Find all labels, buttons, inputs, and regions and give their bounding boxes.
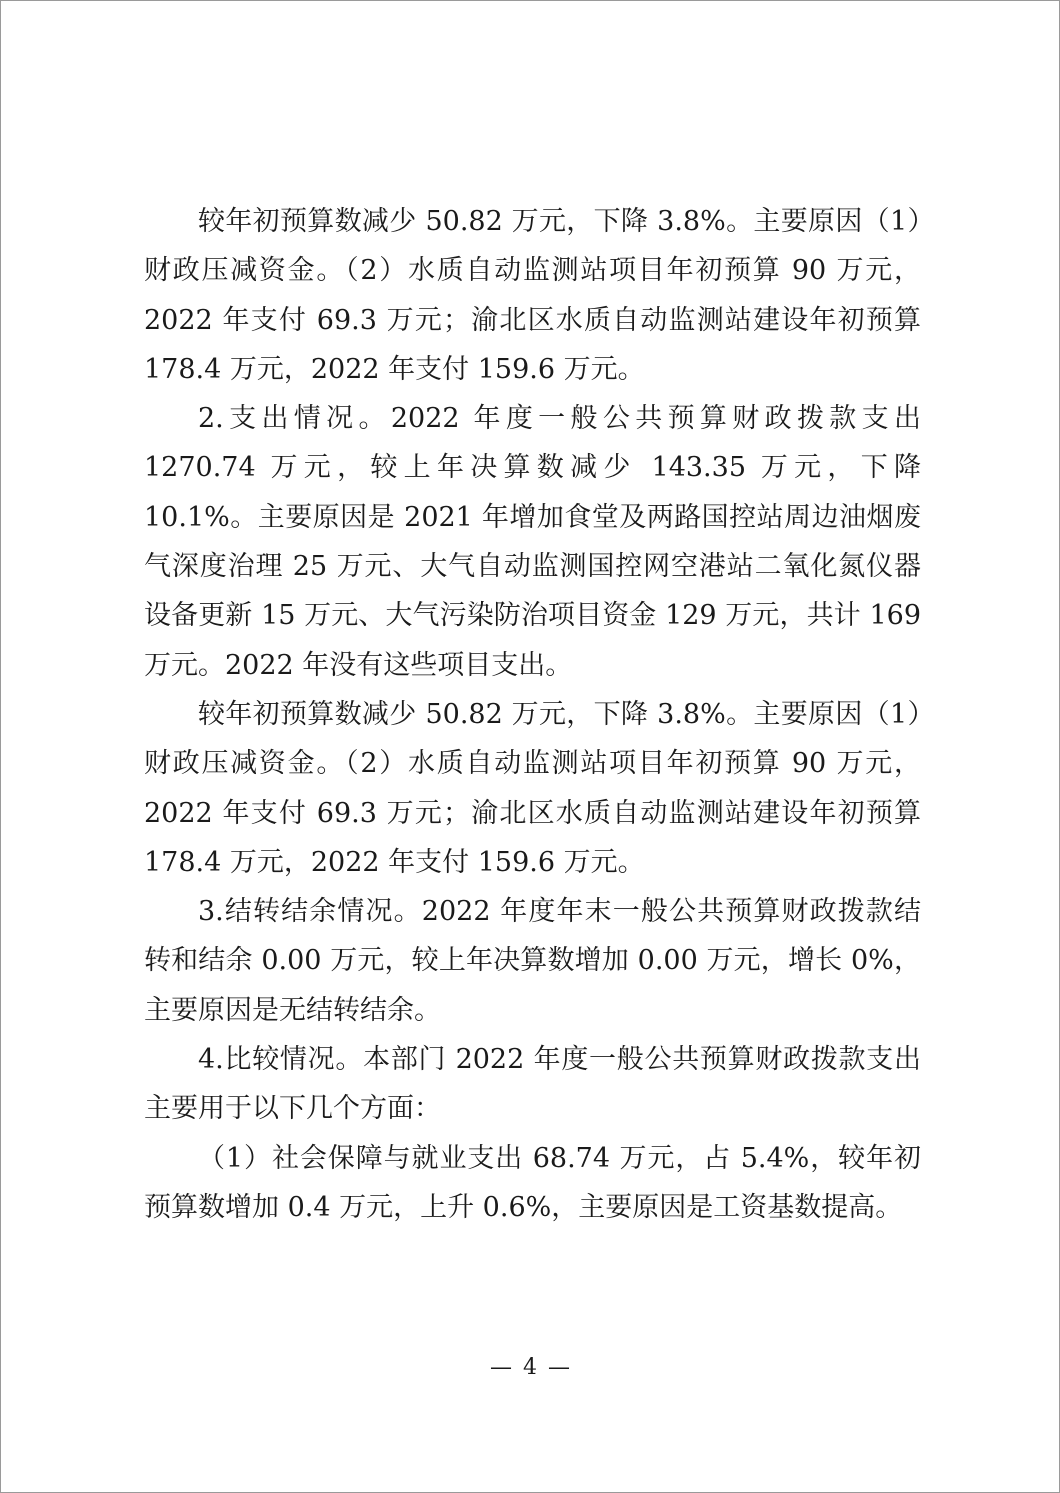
paragraph-carryover: 3.结转结余情况。2022 年度年末一般公共预算财政拨款结转和结余 0.00 万元，较上年决算数增加 0.00 万元，增长 0%，主要原因是无结转结余。	[144, 896, 921, 1026]
body-text	[144, 197, 921, 1232]
page-number: — 4 —	[490, 1355, 572, 1380]
paragraph-budget-change-2: 较年初预算数减少 50.82 万元，下降 3.8%。主要原因（1）财政压减资金。（2）水质自动监测站项目年初预算 90 万元，2022 年支付 69.3 万元；渝北区水质自动监测站建设年初预算 178.4 万元，2022 年支付 159.6 万元。	[144, 698, 921, 878]
paragraph-social-security: （1）社会保障与就业支出 68.74 万元，占 5.4%，较年初预算数增加 0.4 万元，上升 0.6%，主要原因是工资基数提高。	[144, 1142, 921, 1223]
paragraph-budget-change-1: 较年初预算数减少 50.82 万元，下降 3.8%。主要原因（1）财政压减资金。（2）水质自动监测站项目年初预算 90 万元，2022 年支付 69.3 万元；渝北区水质自动监测站建设年初预算 178.4 万元，2022 年支付 159.6 万元。	[144, 206, 921, 385]
paragraph-comparison: 4.比较情况。本部门 2022 年度一般公共预算财政拨款支出主要用于以下几个方面：	[144, 1044, 921, 1125]
paragraph-expenditure: 2.支出情况。2022 年度一般公共预算财政拨款支出 1270.74 万元，较上年决算数减少 143.35 万元，下降 10.1%。主要原因是 2021 年增加食堂及两路国控站周边油烟废气深度治理 25 万元、大气自动监测国控网空港站二氧化氮仪器设备更新 15 万元、大气污染防治项目资金 129 万元，共计 169 万元。2022 年没有这些项目支出。	[144, 403, 921, 681]
